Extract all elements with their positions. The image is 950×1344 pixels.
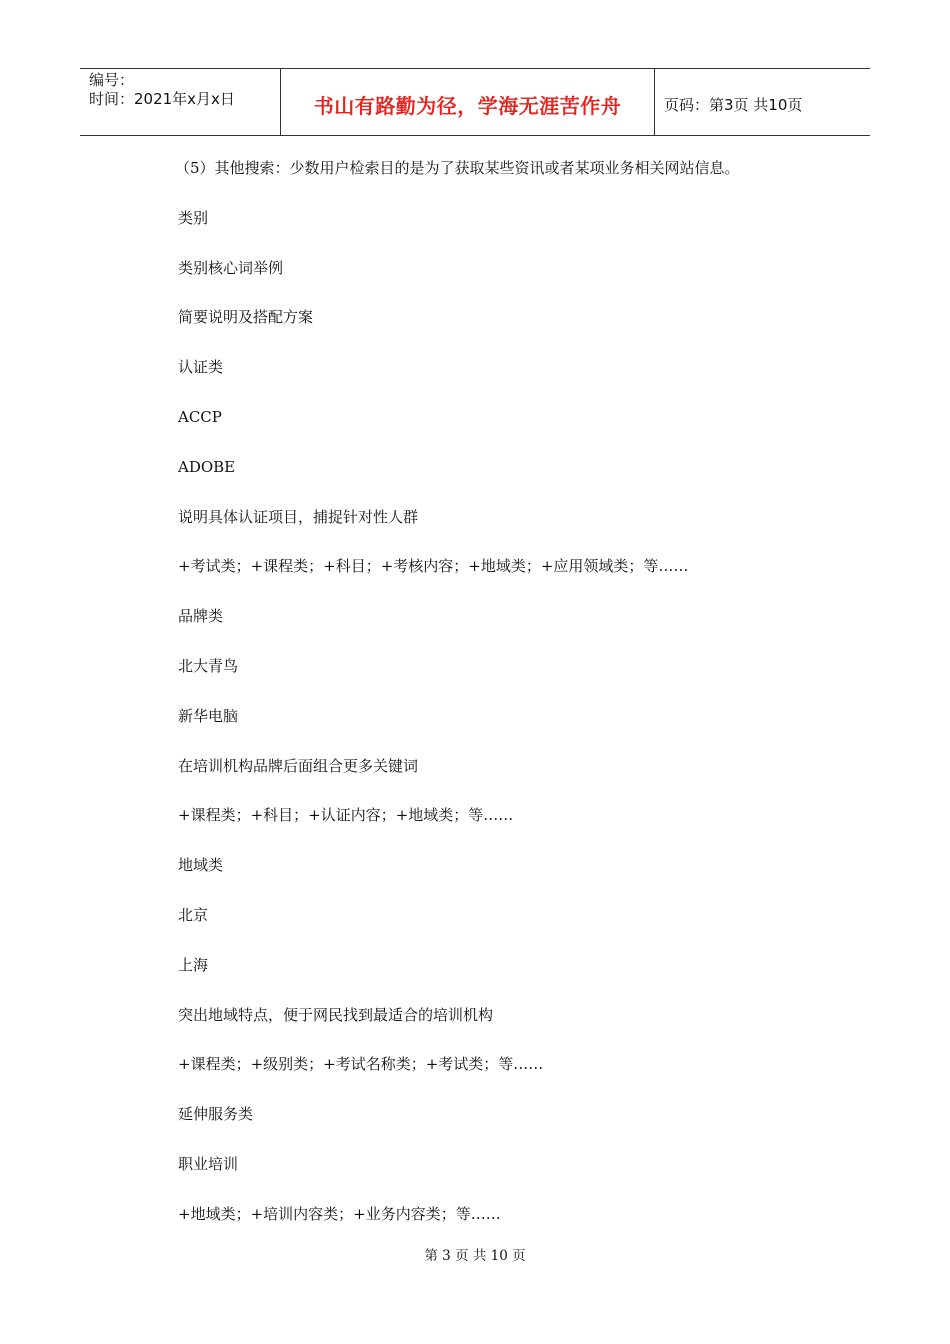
paragraph: 在培训机构品牌后面组合更多关键词: [178, 756, 419, 775]
paragraph: +课程类；+级别类；+考试名称类；+考试类；等……: [178, 1055, 544, 1074]
header-page-info: 页码：第3页 共10页: [664, 95, 803, 114]
paragraph: ADOBE: [178, 457, 236, 476]
paragraph: 职业培训: [178, 1154, 239, 1173]
paragraph: 地域类: [178, 856, 224, 875]
paragraph: 品牌类: [178, 607, 224, 626]
paragraph: 突出地域特点，便于网民找到最适合的培训机构: [178, 1005, 494, 1024]
paragraph-intro: （5）其他搜索：少数用户检索目的是为了获取某些资讯或者某项业务相关网站信息。: [175, 159, 740, 177]
paragraph: 延伸服务类: [178, 1105, 254, 1124]
page-footer: 第 3 页 共 10 页: [424, 1248, 526, 1264]
paragraph: 新华电脑: [178, 706, 239, 725]
paragraph: +地域类；+培训内容类；+业务内容类；等……: [178, 1204, 501, 1223]
paragraph: 简要说明及搭配方案: [178, 308, 314, 327]
document-number-label: 编号：: [89, 71, 135, 89]
paragraph: 类别: [178, 208, 209, 227]
paragraph: 北大青鸟: [178, 656, 239, 675]
paragraph: ACCP: [178, 407, 222, 426]
paragraph: +课程类；+科目；+认证内容；+地域类；等……: [178, 806, 514, 825]
paragraph: +考试类；+课程类；+科目；+考核内容；+地域类；+应用领域类；等……: [178, 557, 689, 576]
header-motto: 书山有路勤为径，学海无涯苦作舟: [281, 69, 655, 135]
document-header: [80, 68, 870, 136]
paragraph: 北京: [178, 905, 209, 924]
paragraph: 类别核心词举例: [178, 258, 284, 277]
document-body: [175, 158, 878, 1254]
paragraph: 上海: [178, 955, 209, 974]
header-meta-cell: [80, 69, 281, 135]
paragraph: 认证类: [178, 358, 224, 377]
paragraph: 说明具体认证项目，捕捉针对性人群: [178, 507, 419, 526]
document-time-label: 时间：2021年x月x日: [89, 90, 235, 108]
